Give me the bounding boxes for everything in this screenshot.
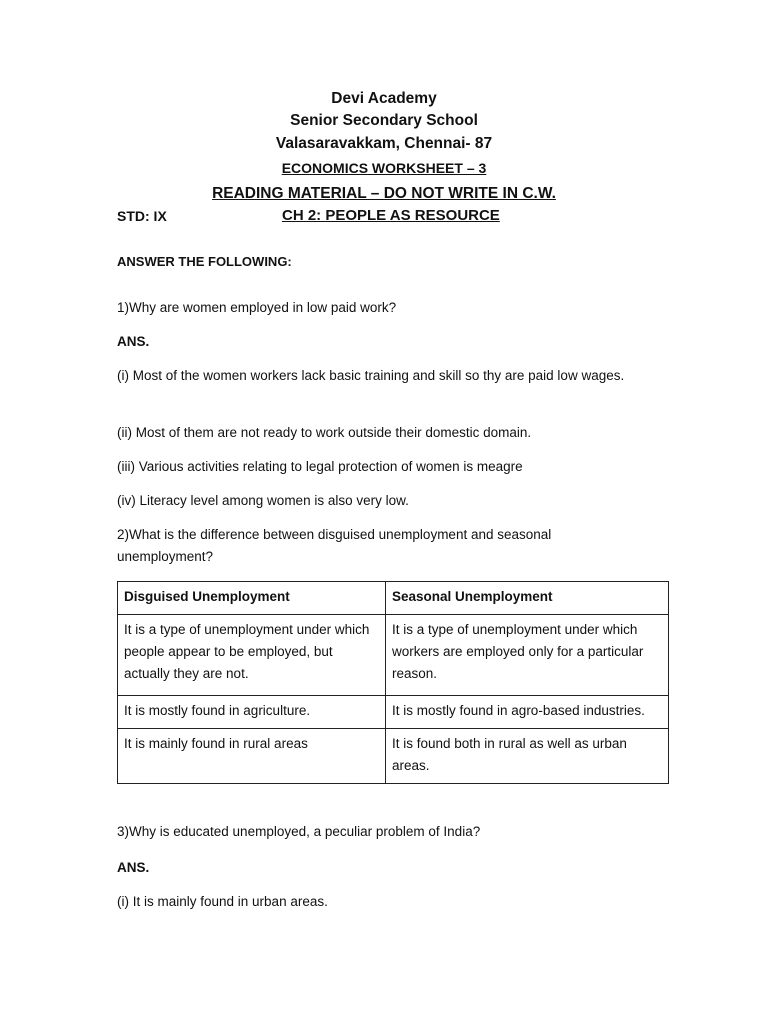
table-cell: It is mainly found in rural areas [118, 729, 386, 784]
answer-1-ii: (ii) Most of them are not ready to work outside their domestic domain. [117, 425, 532, 440]
answer-3-i: (i) It is mainly found in urban areas. [117, 894, 328, 909]
table-header-cell: Disguised Unemployment [118, 582, 386, 615]
answer-1-i: (i) Most of the women workers lack basic training and skill so thy are paid low wages. [117, 368, 625, 383]
school-address: Valasaravakkam, Chennai- 87 [275, 135, 493, 152]
answer-label-3: ANS. [117, 860, 150, 875]
chapter-title: CH 2: PEOPLE AS RESOURCE [282, 207, 500, 224]
school-type: Senior Secondary School [290, 112, 478, 129]
answer-label-1: ANS. [117, 334, 150, 349]
table-row [118, 696, 669, 729]
instruction: ANSWER THE FOLLOWING: [117, 254, 292, 269]
table-row [118, 729, 669, 784]
reading-material-notice: READING MATERIAL – DO NOT WRITE IN C.W. [212, 185, 556, 202]
answer-1-iv: (iv) Literacy level among women is also very low. [117, 493, 409, 508]
answer-1-iii: (iii) Various activities relating to legal protection of women is meagre [117, 459, 523, 474]
school-name: Devi Academy [331, 90, 437, 107]
table-header-cell: Seasonal Unemployment [386, 582, 669, 615]
std-label: STD: IX [117, 208, 167, 224]
question-2: 2)What is the difference between disguised unemployment and seasonal unemployment? [117, 527, 552, 564]
table-cell: It is a type of unemployment under which people appear to be employed, but actually they are not. [118, 615, 386, 696]
question-3: 3)Why is educated unemployed, a peculiar problem of India? [117, 824, 481, 839]
comparison-table [117, 581, 669, 784]
table-cell: It is mostly found in agriculture. [118, 696, 386, 729]
question-1: 1)Why are women employed in low paid work? [117, 300, 397, 315]
table-cell: It is found both in rural as well as urban areas. [386, 729, 669, 784]
table-header-row [118, 582, 669, 615]
table-cell: It is mostly found in agro-based industries. [386, 696, 669, 729]
table-cell: It is a type of unemployment under which workers are employed only for a particular reason. [386, 615, 669, 696]
table-row [118, 615, 669, 696]
worksheet-title: ECONOMICS WORKSHEET – 3 [281, 160, 487, 176]
